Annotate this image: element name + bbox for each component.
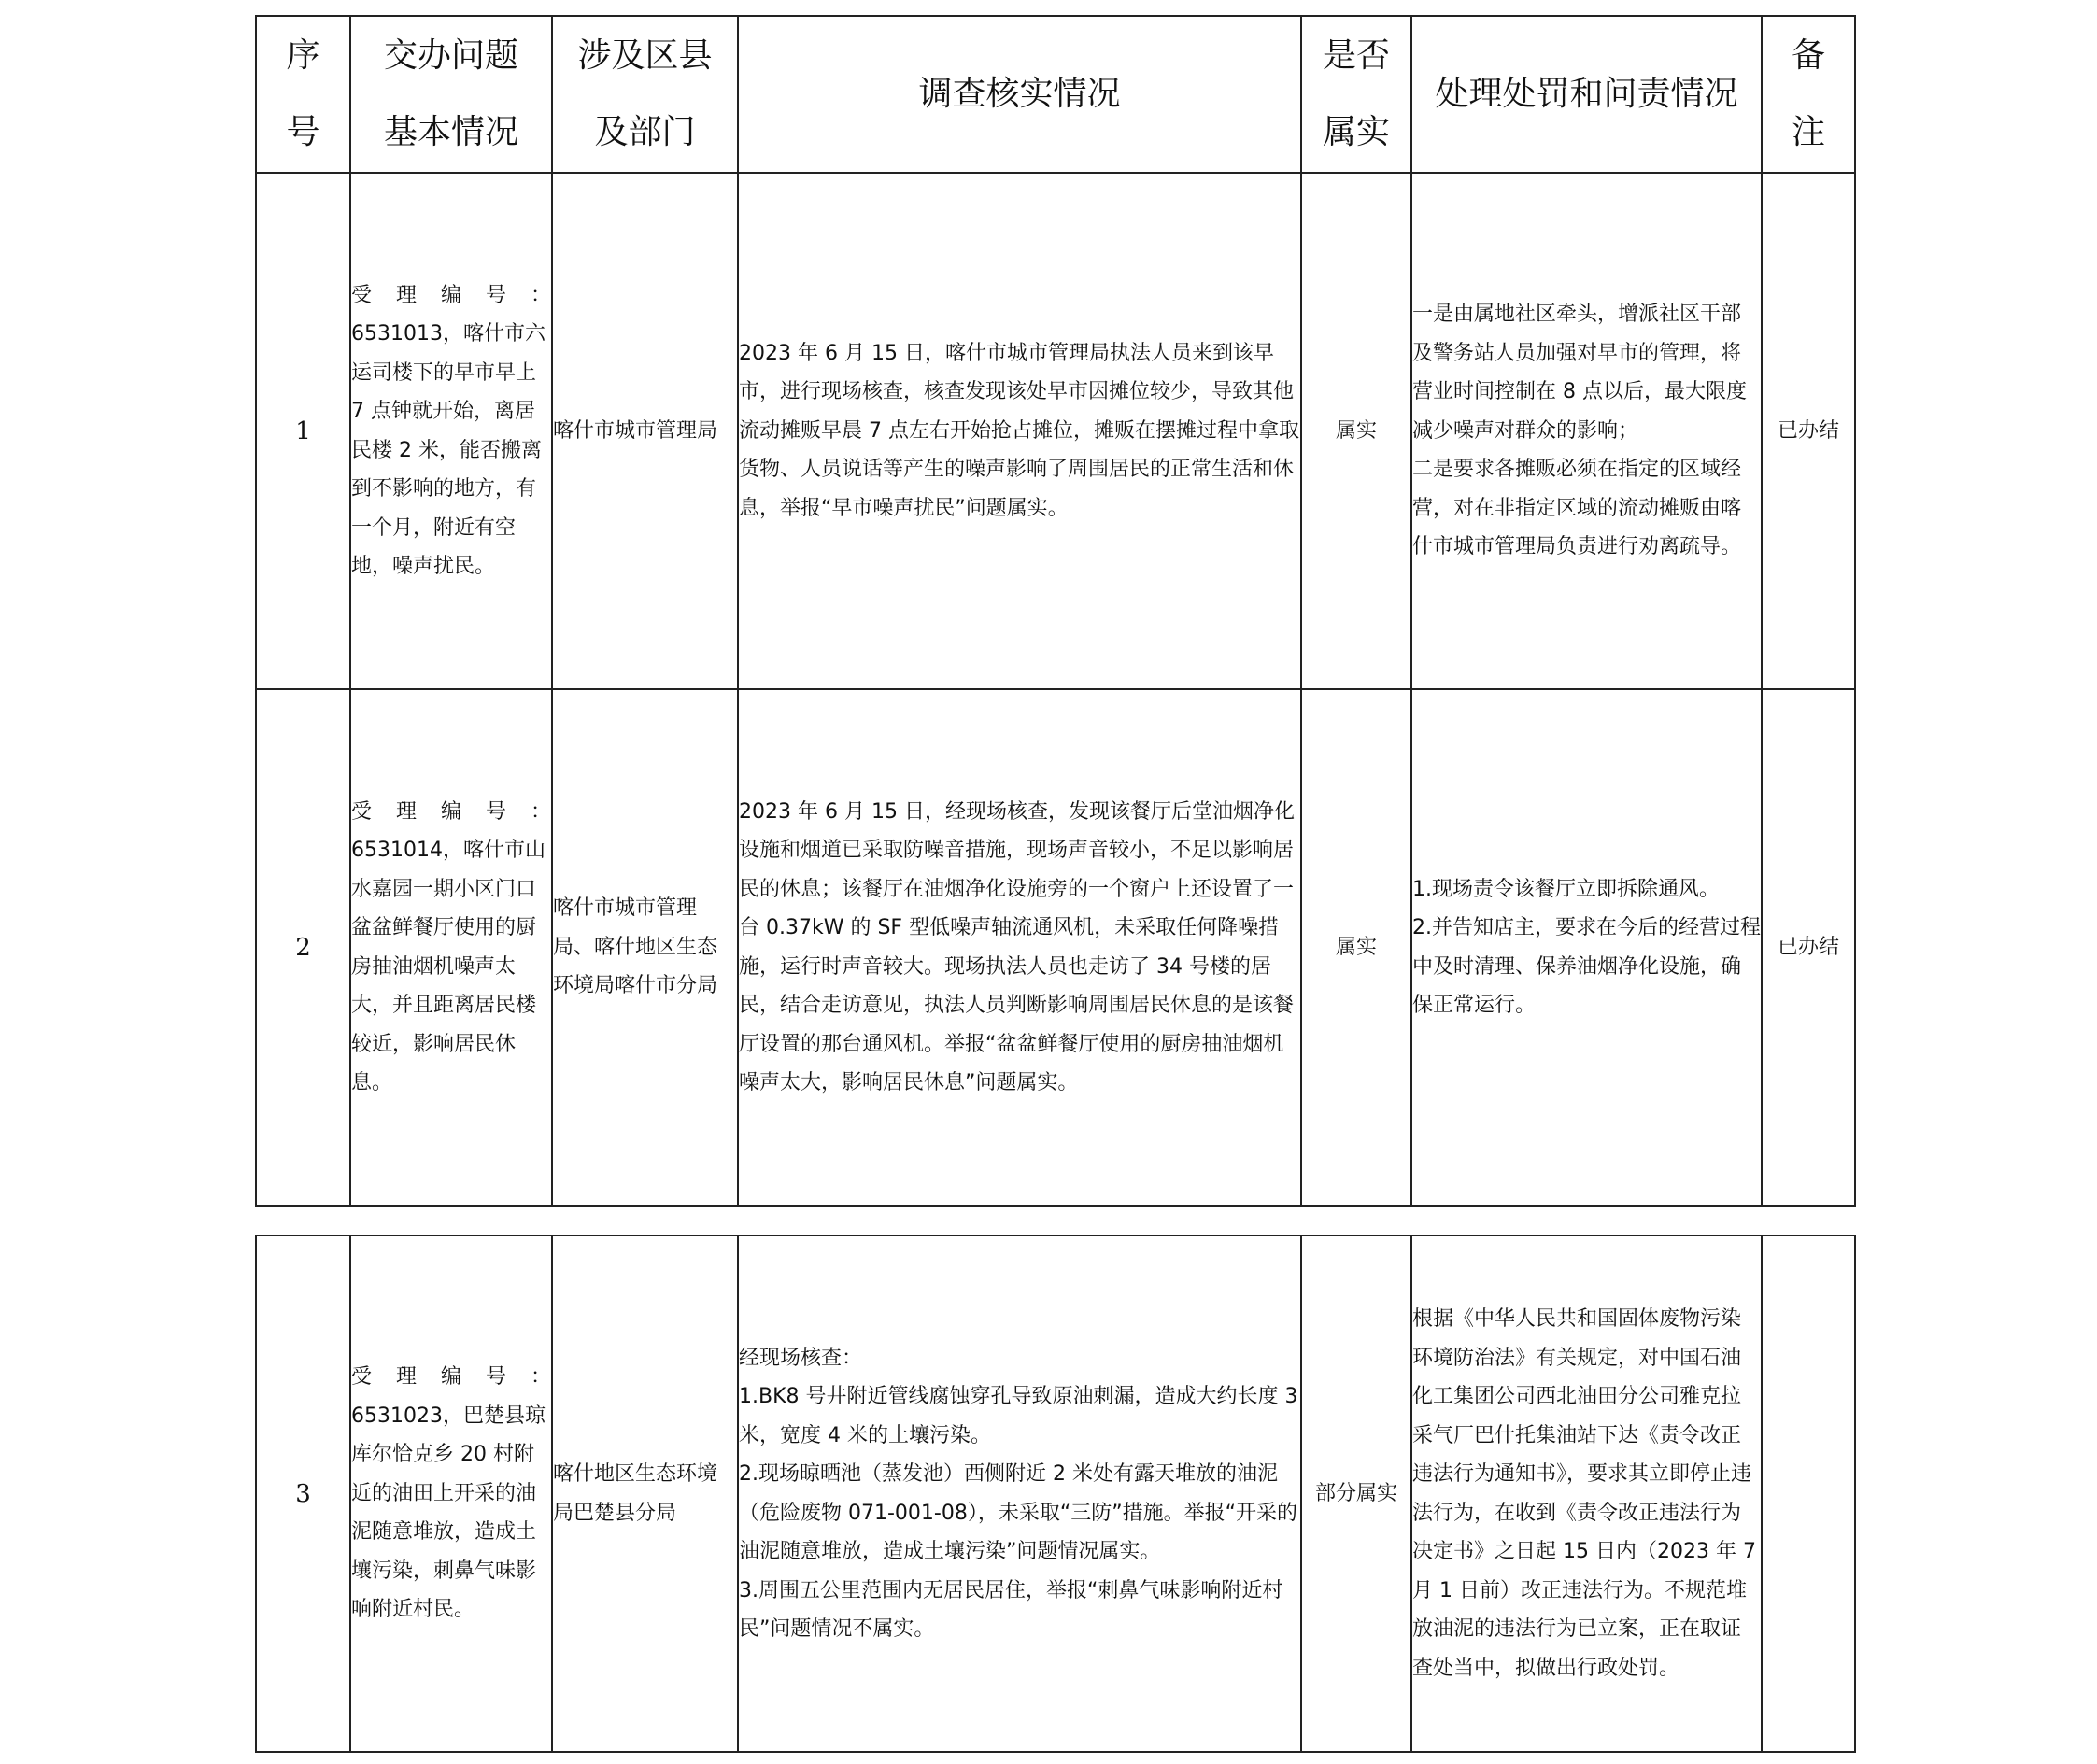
row-verified: 属实 (1301, 689, 1411, 1206)
complaint-table-page-1 (255, 15, 1856, 1207)
row-remark: 已办结 (1762, 173, 1855, 689)
header-district: 涉及区县 及部门 (552, 16, 738, 173)
header-handling: 处理处罚和问责情况 (1411, 16, 1762, 173)
row-handling: 根据《中华人民共和国固体废物污染环境防治法》有关规定，对中国石油化工集团公司西北油田分公司雅克拉采气厂巴什托集油站下达《责令改正违法行为通知书》，要求其立即停止违法行为，在收到《责令改正违法行为决定书》之日起 15 日内（2023 年 7 月 1 日前）改正违法行为。不规范堆放油泥的违法行为已立案，正在取证查处当中，拟做出行政处罚。 (1411, 1235, 1762, 1752)
complaint-table-page-2 (255, 1235, 1856, 1753)
row-seq: 1 (256, 173, 350, 689)
header-investigation: 调查核实情况 (738, 16, 1301, 173)
header-basic: 交办问题 基本情况 (350, 16, 552, 173)
row-remark: 已办结 (1762, 689, 1855, 1206)
row-investigation: 经现场核查： 1.BK8 号井附近管线腐蚀穿孔导致原油刺漏，造成大约长度 3 米，宽度 4 米的土壤污染。 2.现场晾晒池（蒸发池）西侧附近 2 米处有露天堆放的油泥（危险废物 071-001-08），未采取“三防”措施。举报“开采的油泥随意堆放，造成土壤污染”问题情况属实。 3.周围五公里范围内无居民居住，举报“刺鼻气味影响附近村民”问题情况不属实。 (738, 1235, 1301, 1752)
header-seq: 序 号 (256, 16, 350, 173)
row-investigation: 2023 年 6 月 15 日，喀什市城市管理局执法人员来到该早市，进行现场核查，核查发现该处早市因摊位较少，导致其他流动摊贩早晨 7 点左右开始抢占摊位，摊贩在摆摊过程中拿取货物、人员说话等产生的噪声影响了周围居民的正常生活和休息，举报“早市噪声扰民”问题属实。 (738, 173, 1301, 689)
row-verified: 部分属实 (1301, 1235, 1411, 1752)
table-header-row (256, 16, 1855, 173)
row-investigation: 2023 年 6 月 15 日，经现场核查，发现该餐厅后堂油烟净化设施和烟道已采取防噪音措施，现场声音较小，不足以影响居民的休息；该餐厅在油烟净化设施旁的一个窗户上还设置了一台 0.37kW 的 SF 型低噪声轴流通风机，未采取任何降噪措施，运行时声音较大。现场执法人员也走访了 34 号楼的居民，结合走访意见，执法人员判断影响周围居民休息的是该餐厅设置的那台通风机。举报“盆盆鲜餐厅使用的厨房抽油烟机噪声太大，影响居民休息”问题属实。 (738, 689, 1301, 1206)
header-verified: 是否 属实 (1301, 16, 1411, 173)
row-handling: 一是由属地社区牵头，增派社区干部及警务站人员加强对早市的管理，将营业时间控制在 8 点以后，最大限度减少噪声对群众的影响； 二是要求各摊贩必须在指定的区域经营，对在非指定区域的流动摊贩由喀什市城市管理局负责进行劝离疏导。 (1411, 173, 1762, 689)
row-basic-info: 受理编号： 6531023，巴楚县琼库尔恰克乡 20 村附近的油田上开采的油泥随意堆放，造成土壤污染，刺鼻气味影响附近村民。 (350, 1235, 552, 1752)
row-basic-info: 受理编号： 6531013，喀什市六运司楼下的早市早上 7 点钟就开始，离居民楼 2 米，能否搬离到不影响的地方，有一个月，附近有空地，噪声扰民。 (350, 173, 552, 689)
table-row (256, 689, 1855, 1206)
table-row (256, 173, 1855, 689)
table-row (256, 1235, 1855, 1752)
row-district: 喀什地区生态环境局巴楚县分局 (552, 1235, 738, 1752)
row-verified: 属实 (1301, 173, 1411, 689)
row-district: 喀什市城市管理局、喀什地区生态环境局喀什市分局 (552, 689, 738, 1206)
row-seq: 3 (256, 1235, 350, 1752)
row-handling: 1.现场责令该餐厅立即拆除通风。 2.并告知店主，要求在今后的经营过程中及时清理、保养油烟净化设施，确保正常运行。 (1411, 689, 1762, 1206)
row-district: 喀什市城市管理局 (552, 173, 738, 689)
row-remark (1762, 1235, 1855, 1752)
row-seq: 2 (256, 689, 350, 1206)
header-remark: 备 注 (1762, 16, 1855, 173)
row-basic-info: 受理编号： 6531014，喀什市山水嘉园一期小区门口盆盆鲜餐厅使用的厨房抽油烟机噪声太大，并且距离居民楼较近，影响居民休息。 (350, 689, 552, 1206)
